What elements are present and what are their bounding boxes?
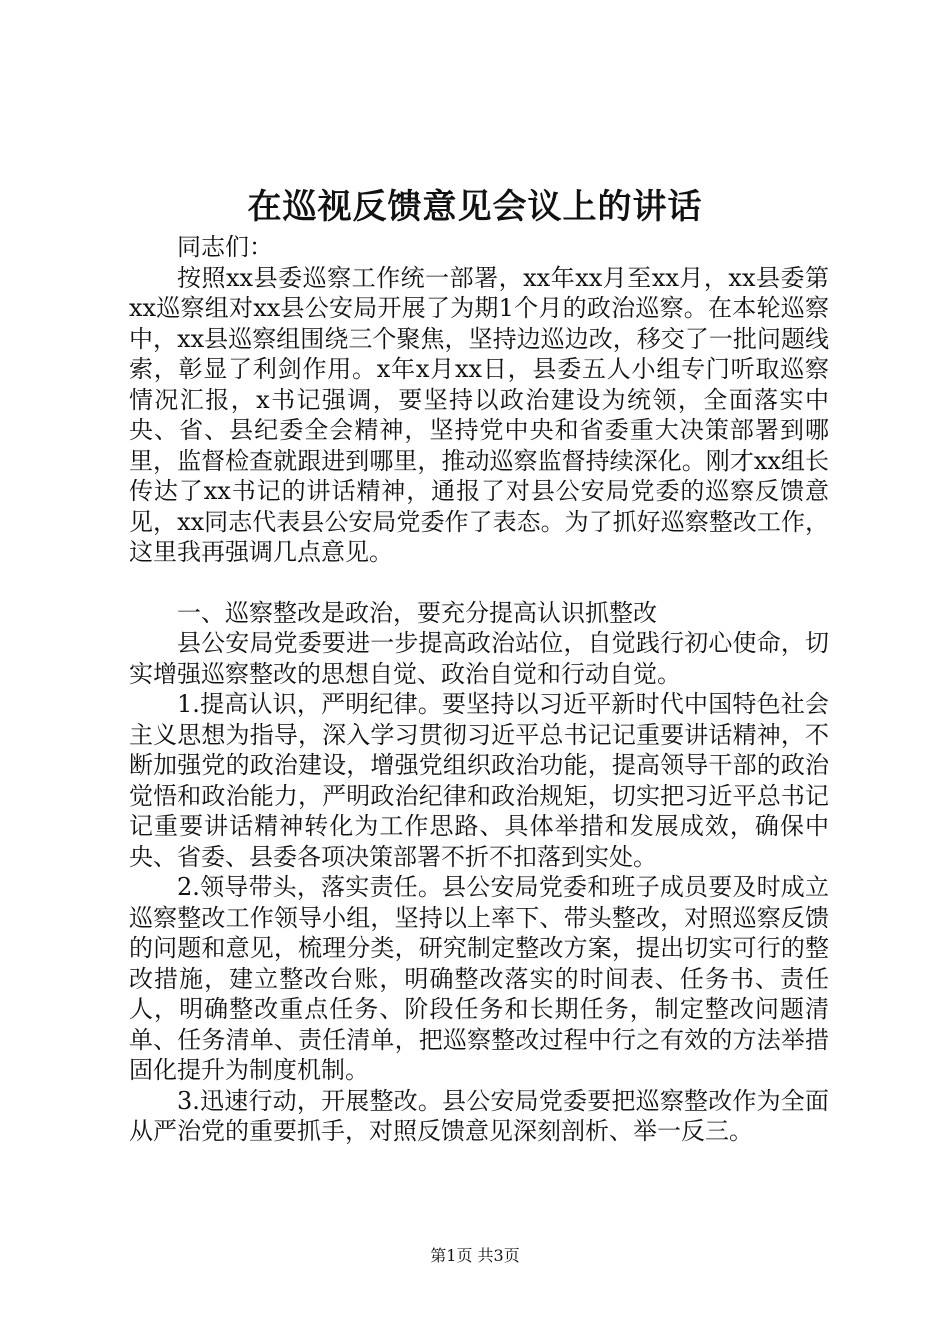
section-item: 2.领导带头，落实责任。县公安局党委和班子成员要及时成立巡察整改工作领导小组，坚持以上率下、带头整改，对照巡察反馈的问题和意见，梳理分类，研究制定整改方案，提出切实可行的整改措施，建立整改台账，明确整改落实的时间表、任务书、责任人，明确整改重点任务、阶段任务和长期任务，制定整改问题清单、任务清单、责任清单，把巡察整改过程中行之有效的方法举措固化提升为制度机制。 — [129, 873, 829, 1084]
paragraph-intro: 按照xx县委巡察工作统一部署，xx年xx月至xx月，xx县委第xx巡察组对xx县公安局开展了为期1个月的政治巡察。在本轮巡察中，xx县巡察组围绕三个聚焦，坚持边巡边改，移交了一批问题线索，彰显了利剑作用。x年x月xx日，县委五人小组专门听取巡察情况汇报，x书记强调，要坚持以政治建设为统领，全面落实中央、省、县纪委全会精神，坚持党中央和省委重大决策部署到哪里，监督检查就跟进到哪里，推动巡察监督持续深化。刚才xx组长传达了xx书记的讲话精神，通报了对县公安局党委的巡察反馈意见，xx同志代表县公安局党委作了表态。为了抓好巡察整改工作，这里我再强调几点意见。 — [129, 263, 829, 566]
section-heading: 一、巡察整改是政治，要充分提高认识抓整改 — [177, 598, 657, 627]
document-body — [129, 232, 829, 1147]
paragraph-gap — [129, 568, 829, 598]
section-item: 3.迅速行动，开展整改。县公安局党委要把巡察整改作为全面从严治党的重要抓手，对照反馈意见深刻剖析、举一反三。 — [129, 1086, 829, 1145]
section-intro: 县公安局党委要进一步提高政治站位，自觉践行初心使命，切实增强巡察整改的思想自觉、政治自觉和行动自觉。 — [129, 629, 829, 688]
document-title: 在巡视反馈意见会议上的讲话 — [247, 187, 703, 227]
section-item: 1.提高认识，严明纪律。要坚持以习近平新时代中国特色社会主义思想为指导，深入学习贯彻习近平总书记记重要讲话精神，不断加强党的政治建设，增强党组织政治功能，提高领导干部的政治觉悟和政治能力，严明政治纪律和政治规矩，切实把习近平总书记记重要讲话精神转化为工作思路、具体举措和发展成效，确保中央、省委、县委各项决策部署不折不扣落到实处。 — [129, 690, 829, 871]
page-number: 第1页 共3页 — [430, 1246, 520, 1265]
greeting: 同志们： — [177, 233, 273, 261]
